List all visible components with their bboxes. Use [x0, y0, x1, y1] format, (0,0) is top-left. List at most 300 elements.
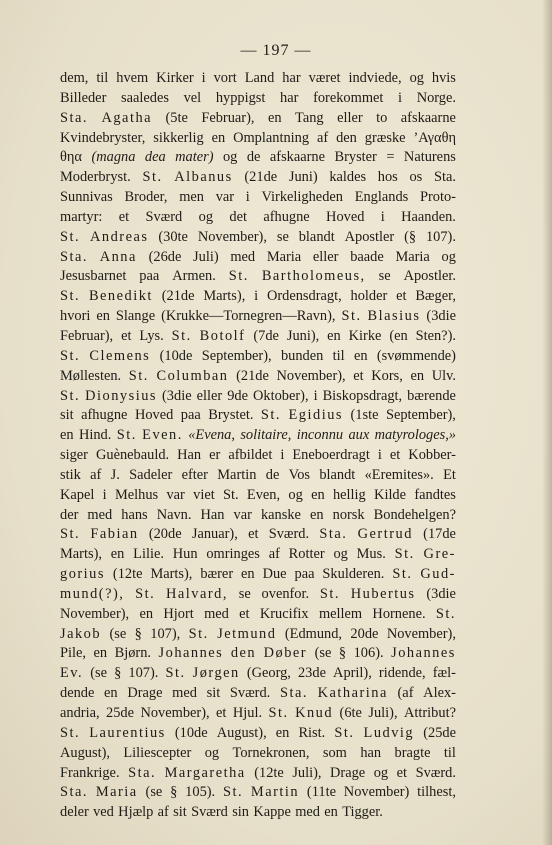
word: Lilie. [133, 546, 164, 563]
word: Vos [288, 466, 310, 483]
word: (en [389, 327, 408, 344]
word: September), [201, 347, 272, 364]
word: af [157, 804, 169, 821]
word: Pile, [60, 645, 86, 662]
word: (svømmende) [376, 347, 456, 364]
word: en [410, 367, 425, 384]
word: som [322, 744, 347, 761]
page-edge-shadow [542, 0, 552, 845]
word: Bjørn. [114, 645, 152, 662]
word: Alex- [423, 685, 456, 702]
word: Johannes [158, 645, 224, 662]
word: Marts), [203, 288, 246, 305]
word: i [201, 70, 206, 86]
word: November), [197, 228, 267, 245]
word: 107), [150, 625, 181, 642]
word: efter [181, 466, 208, 483]
word: 25de [106, 705, 134, 721]
word: en [353, 347, 368, 364]
word: Hoved [134, 407, 174, 424]
word: Juli), [292, 764, 322, 781]
word: i [398, 89, 403, 106]
word: § [134, 625, 142, 642]
word: Knud [295, 705, 334, 721]
word: indviede, [348, 70, 402, 86]
word: Proto- [419, 189, 456, 206]
word: August), [216, 724, 267, 741]
word: til [332, 347, 345, 364]
word: Fabian [90, 526, 139, 543]
word: Februar), [201, 109, 255, 126]
word: 20de [350, 625, 379, 642]
word: deler [60, 804, 89, 821]
word: Martin [217, 466, 257, 483]
word: siger [60, 447, 88, 464]
word: Kirke [348, 327, 382, 344]
word: og [198, 208, 214, 225]
word: se [276, 228, 289, 245]
word: Møllesten. [60, 367, 122, 384]
text-line [60, 387, 456, 407]
word: St. [60, 526, 81, 543]
word: et [216, 705, 227, 721]
word: bærende [407, 387, 456, 404]
word: og [222, 149, 238, 166]
word: og [288, 486, 303, 503]
word: til [96, 70, 109, 86]
word: Kirker [156, 70, 194, 86]
text-line [60, 148, 456, 168]
word: hyppigst [215, 89, 266, 106]
word: Januar), [191, 526, 238, 543]
word: St. [334, 724, 355, 741]
word: hvis [431, 70, 456, 86]
word: St. [60, 387, 81, 404]
word: Kvindebryster, [60, 129, 146, 146]
word: (30te [158, 228, 188, 245]
word: Sten?). [415, 327, 456, 344]
word: en [96, 308, 110, 325]
word: St. [392, 566, 413, 583]
word: St. [142, 169, 163, 186]
word: (3die [426, 308, 456, 325]
text-line [60, 406, 456, 426]
word: en [110, 546, 125, 563]
word: var [215, 189, 235, 206]
word: et [353, 367, 364, 384]
word: blandt [298, 228, 335, 245]
text-line [60, 426, 456, 446]
word: bærer [200, 566, 234, 583]
word: Laurentius [89, 724, 166, 741]
word: ved [93, 804, 114, 821]
word: hvem [116, 70, 149, 86]
word: i [380, 208, 385, 225]
word: græske [364, 129, 406, 146]
word: St. [222, 784, 244, 801]
word: i [313, 387, 318, 404]
word: St. [341, 308, 362, 325]
word: Rotter [288, 546, 325, 563]
text-line [60, 89, 456, 109]
word: paa [139, 268, 160, 285]
word: Et [443, 466, 456, 483]
text-line [60, 585, 456, 605]
word: Even, [246, 486, 281, 503]
word: Marts), [60, 546, 102, 563]
word: og [441, 248, 456, 265]
word: (af [397, 685, 414, 702]
word: dea [144, 149, 166, 166]
word: vel [183, 89, 202, 106]
word: Juli) [193, 248, 219, 265]
word: Norge. [416, 89, 456, 106]
word: eller [196, 387, 223, 404]
word: Han [200, 506, 225, 523]
word: med [172, 685, 197, 702]
word: var [233, 506, 252, 523]
text-line [60, 525, 456, 545]
word: Kors, [371, 367, 403, 384]
word: viet [193, 486, 215, 503]
word: Tornekronen, [232, 744, 310, 761]
word: Sta. [433, 169, 456, 186]
word: Botolf [199, 327, 246, 344]
word: af [268, 546, 280, 563]
word: Jørgen [192, 665, 240, 682]
word: fæl- [432, 665, 456, 682]
word: mater) [175, 149, 214, 166]
word: Sværd. [268, 526, 310, 543]
word: den [230, 645, 257, 662]
word: saaledes [121, 89, 169, 106]
word: sit [173, 804, 187, 821]
word: St. [116, 427, 137, 444]
word: med [87, 506, 113, 523]
word: Agatha [101, 109, 153, 126]
word: (26de [148, 248, 182, 265]
word: Ulv. [431, 367, 456, 384]
word: St. [228, 268, 249, 285]
text-line [60, 327, 456, 347]
word: Hjælp [118, 804, 154, 821]
word: martyr: [60, 208, 103, 225]
word: med [204, 605, 229, 622]
word: Naturens [403, 149, 456, 166]
word: Drage [330, 764, 366, 781]
word: Melhus [114, 486, 159, 503]
word: Navn. [156, 506, 192, 523]
word: paa [180, 407, 201, 424]
word: en [327, 327, 341, 344]
word: 23de [297, 665, 326, 682]
word: holder [350, 288, 388, 305]
word: Bondehelgen? [373, 506, 456, 523]
word: Even. [142, 427, 183, 444]
word: Brystet. [208, 407, 254, 424]
word: Attribut? [404, 705, 456, 721]
word: Albanus [174, 169, 233, 186]
word: eller [312, 248, 339, 265]
word: Egidius [288, 407, 343, 424]
word: mund(?), [60, 585, 125, 602]
word: Broder, [124, 189, 168, 206]
word: Clemens [89, 347, 151, 364]
word: J. [110, 466, 120, 483]
word: et [239, 605, 250, 622]
text-line [60, 129, 456, 149]
word: 107). [425, 228, 456, 245]
word: Sadeler [129, 466, 173, 483]
word: omringes [206, 546, 260, 563]
word: men [179, 189, 204, 206]
text-line [60, 367, 456, 387]
word: hos [377, 169, 398, 186]
word: han [360, 744, 382, 761]
word: fandtes [414, 486, 456, 503]
word: har [282, 70, 301, 86]
word: Drage [127, 685, 163, 702]
word: inconnu [296, 427, 344, 444]
word: (10de [174, 724, 208, 741]
word: i [102, 486, 107, 503]
word: Virkeligheden [261, 189, 343, 206]
word: Jesusbarnet [60, 268, 127, 285]
text-line [60, 287, 456, 307]
word: Billeder [60, 89, 107, 106]
word: St. [60, 724, 81, 741]
word: Bæger, [415, 288, 456, 305]
word: matyrologes,» [374, 427, 456, 444]
word: Tigger. [342, 804, 383, 821]
word: os [409, 169, 423, 186]
word: hvori [60, 308, 91, 325]
word: var [166, 486, 185, 503]
word: Halvard, [166, 585, 228, 602]
word: (25de [423, 724, 456, 741]
word: kaldes [329, 169, 367, 186]
word: (11te [306, 784, 336, 801]
word: solitaire, [240, 427, 292, 444]
word: hellig [332, 486, 366, 503]
word: i [245, 189, 250, 206]
word: en [241, 566, 255, 583]
word: Hoved [326, 208, 365, 225]
word: Johannes [391, 645, 456, 662]
word: Maria [395, 248, 430, 265]
word: og [333, 546, 348, 563]
word: Døber [263, 645, 308, 662]
word: Due [262, 566, 287, 583]
word: Rist. [298, 724, 326, 741]
text-line [60, 109, 456, 129]
word: og [409, 70, 424, 86]
word: vort [213, 70, 237, 86]
word: St. [435, 605, 456, 622]
word: se [378, 268, 391, 285]
word: (12te [112, 566, 143, 583]
word: med [230, 248, 256, 265]
word: St. [60, 347, 81, 364]
word: hans [121, 506, 148, 523]
word: (§ [404, 228, 417, 245]
text-line [60, 625, 456, 645]
word: Katharina [317, 685, 388, 702]
word: kanske [260, 506, 301, 523]
word: «Eremites». [364, 466, 434, 483]
word: gorius [60, 566, 105, 583]
word: Ludvig [363, 724, 415, 741]
word: af [90, 466, 102, 483]
word: St. [171, 327, 192, 344]
word: Tang [295, 109, 324, 126]
word: ridende, [378, 665, 426, 682]
word: bragte [394, 744, 431, 761]
word: den [336, 129, 357, 146]
word: et [118, 208, 130, 225]
text-line [60, 684, 456, 704]
word: mellem [318, 605, 363, 622]
word: Jetmund [217, 625, 277, 642]
word: af [316, 129, 329, 146]
word: St. [60, 288, 81, 305]
word: Sta. [60, 248, 88, 265]
word: et [396, 288, 407, 305]
word: afhugne [263, 208, 310, 225]
word: været [308, 70, 341, 86]
word: dem, [60, 70, 89, 86]
word: Sta. [60, 784, 88, 801]
word: Liliescepter [123, 744, 192, 761]
word: ovenfor. [261, 585, 310, 602]
word: Sta. [128, 764, 157, 781]
word: Mus. [356, 546, 386, 563]
word: i [377, 447, 382, 464]
text-line [60, 664, 456, 684]
word: Martin [250, 784, 300, 801]
word: en [104, 685, 118, 702]
word: Englands [354, 189, 409, 206]
word: Sta. [60, 109, 88, 126]
word: paa [294, 566, 315, 583]
word: de [265, 466, 280, 483]
word: Eneboerdragt [292, 447, 370, 464]
word: (Krukke—Tornegren—Ravn), [161, 308, 336, 325]
word: Gertrud [357, 526, 413, 543]
word: et [248, 526, 259, 543]
word: Columban [156, 367, 229, 384]
word: Sta. [279, 685, 308, 702]
word: en [324, 804, 338, 821]
page-number: — 197 — [240, 42, 312, 59]
word: Juni) [288, 169, 318, 186]
text-line [60, 605, 456, 625]
word: en [309, 506, 324, 523]
word: November), [386, 625, 456, 642]
word: (6te [339, 705, 362, 721]
word: Armen. [172, 268, 216, 285]
word: blandt [319, 466, 356, 483]
word: Bartholomeus, [261, 268, 366, 285]
word: 107). [128, 665, 159, 682]
word: Hornene. [372, 605, 426, 622]
word: Kapel [60, 486, 95, 503]
text-line [60, 724, 456, 744]
text-line [60, 803, 456, 823]
word: to [376, 109, 388, 126]
word: (se [314, 645, 332, 662]
word: Maria [266, 248, 302, 265]
word: Biskopsdragt, [322, 387, 403, 404]
word: St. [394, 546, 415, 563]
word: stik [60, 466, 81, 483]
word: Krucifix [259, 605, 309, 622]
word: norsk [332, 506, 365, 523]
word: (10de [159, 347, 193, 364]
word: dende [60, 685, 95, 702]
text-line [60, 506, 456, 526]
word: forekommet [313, 89, 384, 106]
word: Lys. [139, 327, 164, 344]
text-line [60, 644, 456, 664]
word: θηα [60, 149, 82, 166]
word: en [211, 129, 226, 146]
word: § [170, 784, 178, 801]
word: Sværd [191, 804, 228, 821]
word: Juli), [368, 705, 398, 721]
word: en [139, 605, 154, 622]
word: sin [232, 804, 249, 821]
word: St. [223, 486, 239, 503]
word: Sta. [319, 526, 348, 543]
word: (17de [423, 526, 456, 543]
word: (Georg, [246, 665, 291, 682]
word: Marts), [150, 566, 193, 583]
word: Hjort [163, 605, 194, 622]
word: Hubertus [350, 585, 416, 602]
word: afbildet [228, 447, 273, 464]
word: (12te [254, 764, 284, 781]
word: Februar), [60, 327, 114, 344]
word: Guènebauld. [96, 447, 170, 464]
word: Gud- [420, 566, 456, 583]
word: et [389, 447, 401, 464]
word: August), [60, 744, 110, 761]
word: Kobber- [408, 447, 456, 464]
word: eller [337, 109, 363, 126]
word: andria, [60, 705, 100, 721]
word: Juni), [286, 327, 320, 344]
word: Maria [95, 784, 138, 801]
word: det [229, 208, 247, 225]
word: November), [60, 605, 130, 622]
text-line [60, 188, 456, 208]
word: Bryster [334, 149, 377, 166]
word: September), [385, 407, 456, 424]
word: § [114, 665, 122, 682]
word: «Evena, [188, 427, 235, 444]
word: Skulderen. [322, 566, 385, 583]
word: (se [145, 784, 163, 801]
body-text [60, 69, 456, 823]
word: aux [348, 427, 370, 444]
word: St. [128, 367, 149, 384]
word: i [280, 447, 285, 464]
word: sikkerlig [153, 129, 204, 146]
word: (5te [165, 109, 188, 126]
word: Hun [172, 546, 198, 563]
word: Sværd [145, 208, 183, 225]
